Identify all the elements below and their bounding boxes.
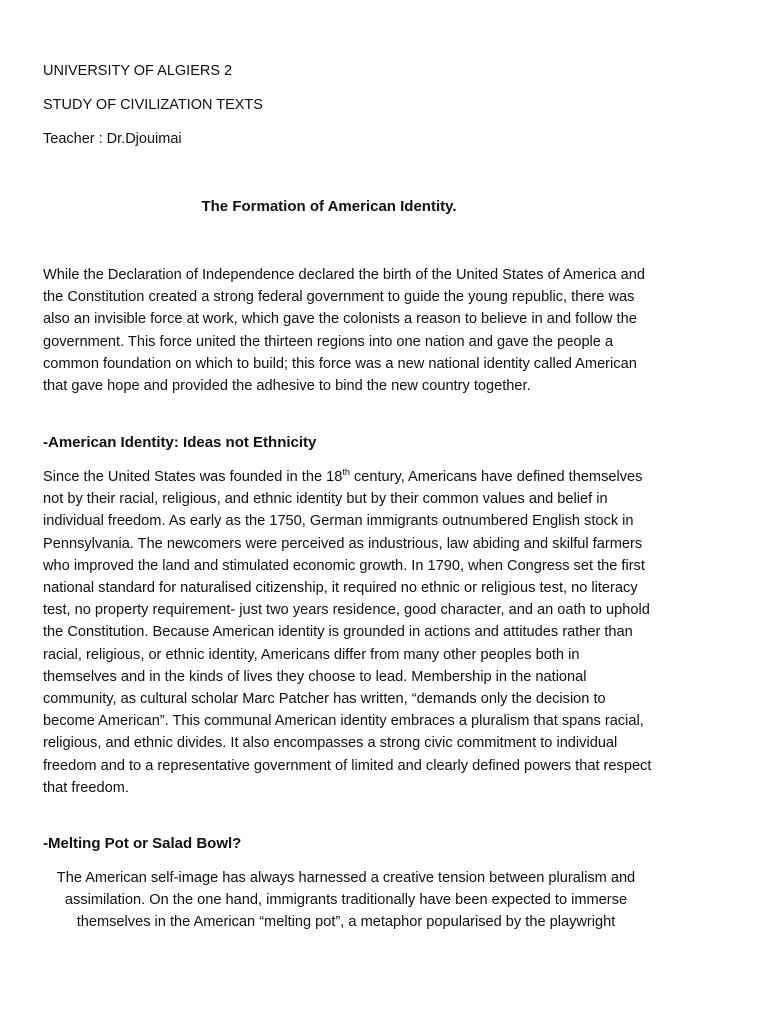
section-paragraph-identity	[43, 466, 653, 799]
section-heading-melting-pot: -Melting Pot or Salad Bowl?	[43, 835, 242, 852]
course-name: STUDY OF CIVILIZATION TEXTS	[43, 97, 263, 113]
paragraph-text: Since the United States was founded in the 18	[43, 469, 343, 485]
section-heading-identity: -American Identity: Ideas not Ethnicity	[43, 434, 317, 451]
section-paragraph-melting-pot: The American self-image has always harnessed a creative tension between pluralism and assimilation. On the one hand, immigrants traditionally have been expected to immerse themselves in the American “melting pot”, a metaphor popularised by the playwright	[56, 870, 636, 931]
teacher-name: Teacher : Dr.Djouimai	[43, 131, 182, 147]
paragraph-text: century, Americans have defined themselves not by their racial, religious, and ethnic identity but by their common values and belief in individual freedom. As early as the 1750, German immigrants outnumbered English stock in Pennsylvania. The newcomers were perceived as industrious, law abiding and skilful farmers who improved the land and stimulated economic growth. In 1790, when Congress set the first national standard for naturalised citizenship, it required no ethnic or religious test, no literacy test, no property requirement- just two years residence, good character, and an oath to uphold the Constitution. Because American identity is grounded in actions and attitudes rather than racial, religious, or ethnic identity, Americans differ from many other peoples both in themselves and in the kinds of lives they choose to lead. Membership in the national community, as cultural scholar Marc Patcher has written, “demands only the decision to become American”. This communal American identity embraces a pluralism that spans racial, religious, and ethnic divides. It also encompasses a strong civic commitment to individual freedom and to a representative government of limited and clearly defined powers that respect that freedom.	[43, 469, 652, 796]
intro-paragraph: While the Declaration of Independence declared the birth of the United States of America and the Constitution created a strong federal government to guide the young republic, there was also an invisible force at work, which gave the colonists a reason to believe in and follow the government. This force united the thirteen regions into one nation and gave the people a common foundation on which to build; this force was a new national identity called American that gave hope and provided the adhesive to bind the new country together.	[43, 267, 645, 395]
superscript-ordinal: th	[342, 467, 350, 478]
university-name: UNIVERSITY OF ALGIERS 2	[43, 63, 233, 79]
document-title: The Formation of American Identity.	[201, 198, 457, 215]
